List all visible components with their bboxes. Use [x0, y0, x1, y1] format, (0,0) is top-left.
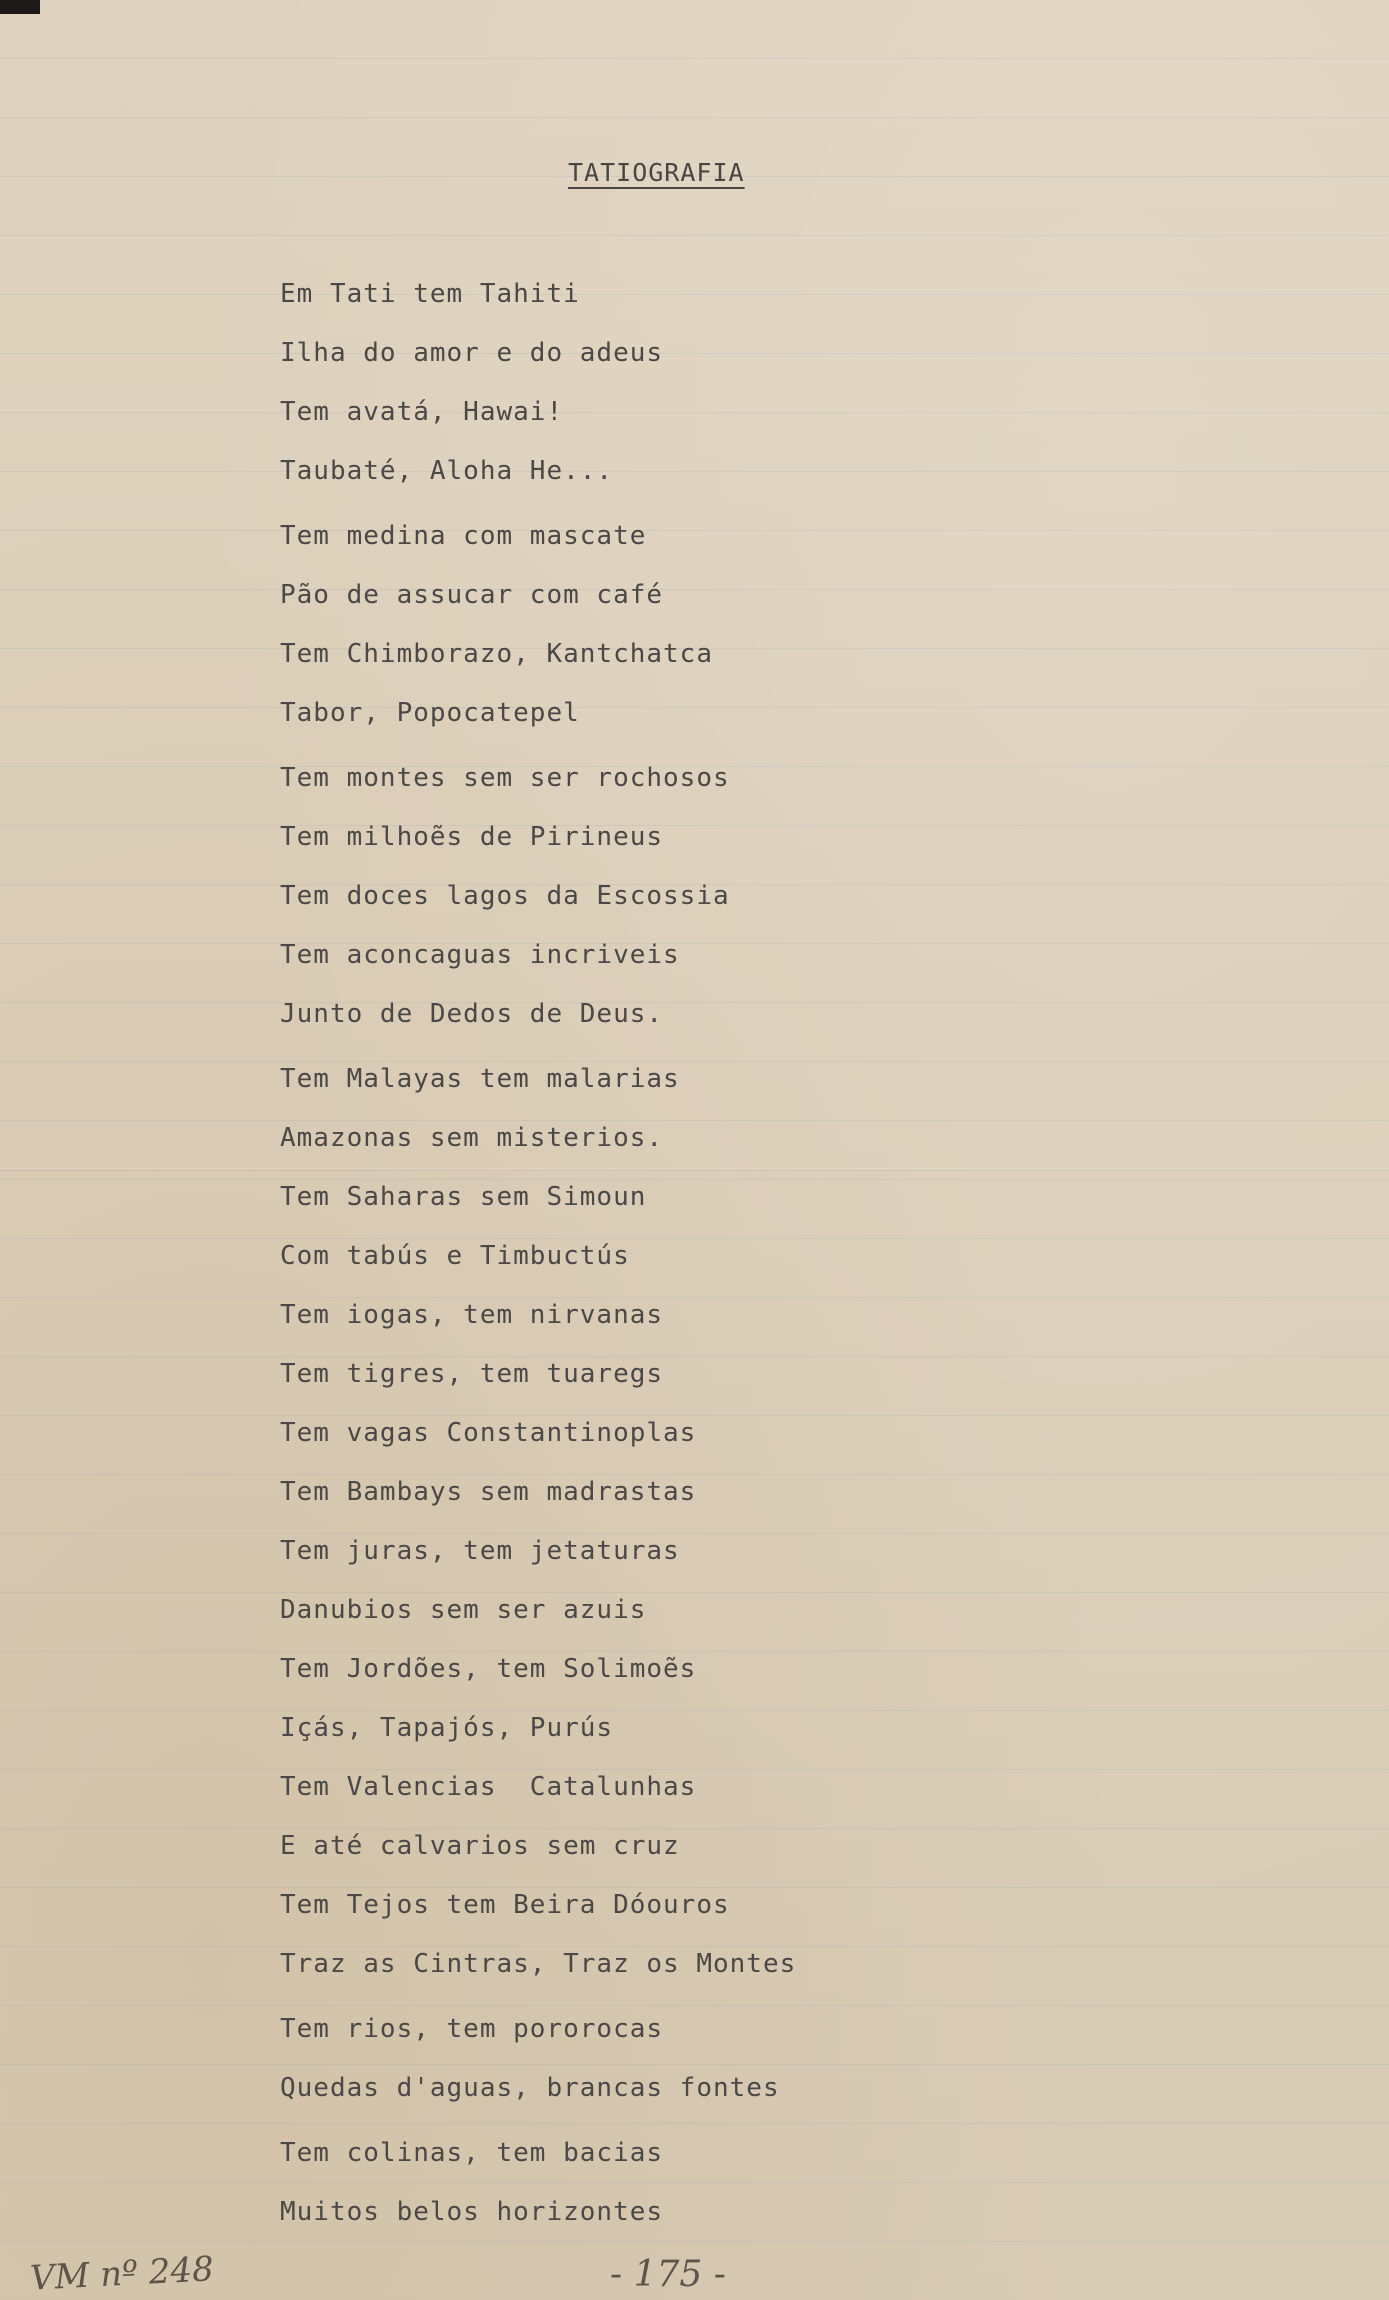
poem-stanza	[280, 762, 1280, 1057]
poem-line: Tem milhoẽs de Pirineus	[280, 822, 664, 852]
poem-line: Içás, Tapajós, Purús	[280, 1713, 614, 1743]
poem-line: Tem juras, tem jetaturas	[280, 1536, 680, 1566]
poem-line: Tem rios, tem pororocas	[280, 2014, 664, 2044]
poem-stanza	[280, 1063, 1280, 2007]
poem-line: Com tabús e Timbuctús	[280, 1241, 630, 1271]
page-number: - 175 -	[610, 2254, 726, 2295]
poem-line: Tem Valencias Catalunhas	[280, 1772, 697, 1802]
archive-mark: VM nº 248	[29, 2249, 215, 2299]
poem-body	[280, 278, 1280, 2261]
poem-line: Pão de assucar com café	[280, 580, 664, 610]
poem-line: Tem Bambays sem madrastas	[280, 1477, 697, 1507]
poem-stanza	[280, 2137, 1280, 2255]
poem-stanza	[280, 278, 1280, 514]
poem-line: Tem vagas Constantinoplas	[280, 1418, 697, 1448]
poem-line: Tem avatá, Hawai!	[280, 397, 564, 427]
poem-line: Tem colinas, tem bacias	[280, 2138, 664, 2168]
poem-line: Danubios sem ser azuis	[280, 1595, 647, 1625]
poem-line: Traz as Cintras, Traz os Montes	[280, 1949, 797, 1979]
poem-line: E até calvarios sem cruz	[280, 1831, 680, 1861]
poem-line: Tem Tejos tem Beira Dóouros	[280, 1890, 730, 1920]
poem-line: Tem Jordões, tem Solimoẽs	[280, 1654, 697, 1684]
poem-stanza	[280, 2013, 1280, 2131]
poem-line: Tem montes sem ser rochosos	[280, 763, 730, 793]
poem-line: Muitos belos horizontes	[280, 2197, 664, 2227]
poem-line: Tem tigres, tem tuaregs	[280, 1359, 664, 1389]
poem-line: Tem medina com mascate	[280, 521, 647, 551]
poem-line: Tem iogas, tem nirvanas	[280, 1300, 664, 1330]
poem-line: Amazonas sem misterios.	[280, 1123, 664, 1153]
poem-line: Em Tati tem Tahiti	[280, 279, 580, 309]
poem-line: Quedas d'aguas, brancas fontes	[280, 2073, 780, 2103]
poem-stanza	[280, 520, 1280, 756]
poem-line: Ilha do amor e do adeus	[280, 338, 664, 368]
scan-corner-shadow	[0, 0, 40, 14]
poem-line: Tem Malayas tem malarias	[280, 1064, 680, 1094]
poem-line: Taubaté, Aloha He...	[280, 456, 614, 486]
poem-line: Tem Chimborazo, Kantchatca	[280, 639, 713, 669]
poem-line: Junto de Dedos de Deus.	[280, 999, 664, 1029]
poem-line: Tem Saharas sem Simoun	[280, 1182, 647, 1212]
poem-line: Tem doces lagos da Escossia	[280, 881, 730, 911]
poem-line: Tabor, Popocatepel	[280, 698, 580, 728]
poem-line: Tem aconcaguas incriveis	[280, 940, 680, 970]
poem-title: TATIOGRAFIA	[568, 158, 745, 187]
